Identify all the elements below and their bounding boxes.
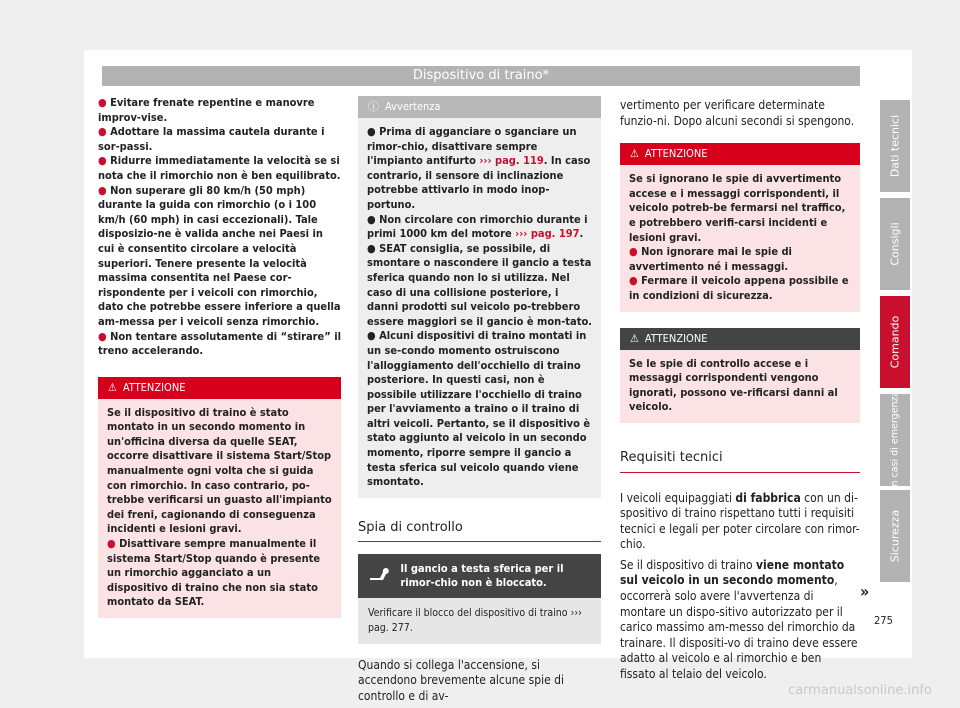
lamp-reference: Verificare il blocco del dispositivo di traino ››› pag. 277. (358, 598, 601, 643)
tab-sicurezza[interactable]: Sicurezza (880, 490, 910, 582)
page-link[interactable]: ››› pag. 277 (368, 607, 582, 635)
info-icon: ⓘ (368, 100, 379, 113)
continue-arrow-icon: » (860, 582, 870, 601)
list-item: ● Non superare gli 80 km/h (50 mph) durante la guida con rimorchio (o i 100 km/h (60 mph) in casi eccezionali). Tale disposizio-ne è valida anche nei Paesi in cui è consentito circolare a velocità superiori. Tenere presente la velocità massima consentita nel Paese cor-rispondente per i veicoli con rimorchio, dato che potrebbe essere inferiore a quella am-messa per i veicoli senza rimorchio. (98, 183, 341, 328)
list-item: ● Evitare frenate repentine e manovre improv-vise. (98, 96, 315, 124)
warning-triangle-icon: ⚠ (630, 147, 639, 161)
section-heading: Spia di controllo (358, 521, 601, 543)
body-paragraph: vertimento per verificare determinate funzio-ni. Dopo alcuni secondi si spengono. (620, 98, 855, 128)
tab-consigli[interactable]: Consigli (880, 198, 910, 290)
list-item: ● Fermare il veicolo appena possibile e in condizioni di sicurezza. (629, 274, 849, 302)
tab-dati-tecnici[interactable]: Dati tecnici (880, 100, 910, 192)
note-box (358, 96, 601, 498)
warning-text: Se il dispositivo di traino è stato montato in un secondo momento in un'officina diversa da quelle SEAT, occorre disattivare il sistema Start/Stop manualmente ogni volta che si guida con rimorchio. In caso contrario, po-trebbe verificarsi un guasto all'impianto dei freni, cagionando di conseguenza incidenti e lesioni gravi. (107, 405, 332, 536)
lamp-description: Il gancio a testa sferica per il rimor-chio non è bloccato. (400, 562, 564, 590)
list-item: ● Non circolare con rimorchio durante i primi 1000 km del motore ››› pag. 197. (367, 212, 588, 241)
bullet-list (98, 96, 341, 359)
warning-triangle-icon: ⚠ (108, 380, 117, 394)
list-item: ● Prima di agganciare o sganciare un rimor-chio, disattivare sempre l'impianto antifurto ››› pag. 119. In caso contrario, il sensore di inclinazione potrebbe attivarlo in modo inop-portuno. (367, 125, 591, 211)
tow-hitch-icon (358, 566, 400, 587)
body-paragraph: Quando si collega l'accensione, si accendono brevemente alcune spie di controllo e di av- (358, 657, 565, 703)
section-heading: Requisiti tecnici (620, 451, 860, 473)
page-header (102, 66, 860, 86)
list-item: ● Disattivare sempre manualmente il sistema Start/Stop quando è presente un rimorchio agganciato a un dispositivo di traino che non sia stato montato da SEAT. (107, 537, 321, 609)
warning-box: ⚠ ATTENZIONE Se le spie di controllo accese e i messaggi corrispondenti vengono ignorati, possono ve-rificarsi danni al veicolo. (620, 328, 860, 423)
column-3 (620, 96, 860, 683)
column-2 (358, 96, 601, 704)
list-item: ● Adottare la massima cautela durante i sor-passi. (98, 125, 325, 153)
warning-header: ATTENZIONE (644, 147, 708, 161)
page-link[interactable]: ››› pag. 197 (515, 227, 580, 241)
tab-in-casi-di-emergenza[interactable]: In casi di emergenza (880, 394, 910, 486)
warning-lamp-box (358, 554, 601, 643)
warning-triangle-icon: ⚠ (630, 331, 639, 345)
column-1 (98, 96, 341, 618)
list-item: ● Alcuni dispositivi di traino montati in un se-condo momento ostruiscono l'alloggiamento dell'occhiello di traino posteriore. In questi casi, non è possibile utilizzare l'occhiello di traino per l'avviamento a traino o il traino di altri veicoli. Pertanto, se il dispositivo è stato aggiunto al veicolo in un secondo momento, riporre sempre il gancio a testa sferica sul veicolo quando viene smontato. (367, 329, 591, 489)
list-item: ● Ridurre immediatamente la velocità se si nota che il rimorchio non è ben equilibrato. (98, 154, 341, 182)
page-number: 275 (874, 614, 893, 627)
page-title: Dispositivo di traino* (412, 68, 550, 83)
list-item: ● SEAT consiglia, se possibile, di smontare o nascondere il gancio a testa sferica quando non lo si utilizza. Nel caso di una collisione posteriore, i danni prodotti sul veicolo po-trebbero essere maggiori se il gancio è mon-tato. (367, 241, 593, 328)
warning-header: ATTENZIONE (644, 331, 708, 345)
list-item: ● Non ignorare mai le spie di avvertimento né i messaggi. (629, 245, 792, 273)
tab-comando[interactable]: Comando (880, 296, 910, 388)
note-header: Avvertenza (385, 100, 441, 113)
body-paragraph: I veicoli equipaggiati di fabbrica con un di-spositivo di traino rispettano tutti i requisiti tecnici e legali per poter circolare con rimor-chio. (620, 490, 860, 552)
watermark: carmanualsonline.info (788, 683, 932, 698)
warning-box (98, 377, 341, 618)
page-link[interactable]: ››› pag. 119 (479, 154, 544, 168)
warning-box: ⚠ ATTENZIONE Se si ignorano le spie di avvertimento accese e i messaggi corrispondenti, il veicolo potreb-be fermarsi nel traffico, e potrebbero verifi-carsi incidenti e lesioni gravi. ● Non ignorare mai le spie di avvertimento né i messaggi. ● Fermare il veicolo appena possibile e in condizioni di sicurezza. (620, 143, 860, 311)
body-paragraph: Se il dispositivo di traino viene montato sul veicolo in un secondo momento, occorrerà solo avere l'avvertenza di montare un dispo-sitivo autorizzato per il carico massimo am-messo del rimorchio da trainare. Il dispositi-vo di traino deve essere adatto al veicolo e al rimorchio e ben fissato al telaio del veicolo. (620, 557, 858, 682)
warning-header: ATTENZIONE (122, 380, 186, 394)
list-item: ● Non tentare assolutamente di “stirare” il treno accelerando. (98, 329, 341, 358)
